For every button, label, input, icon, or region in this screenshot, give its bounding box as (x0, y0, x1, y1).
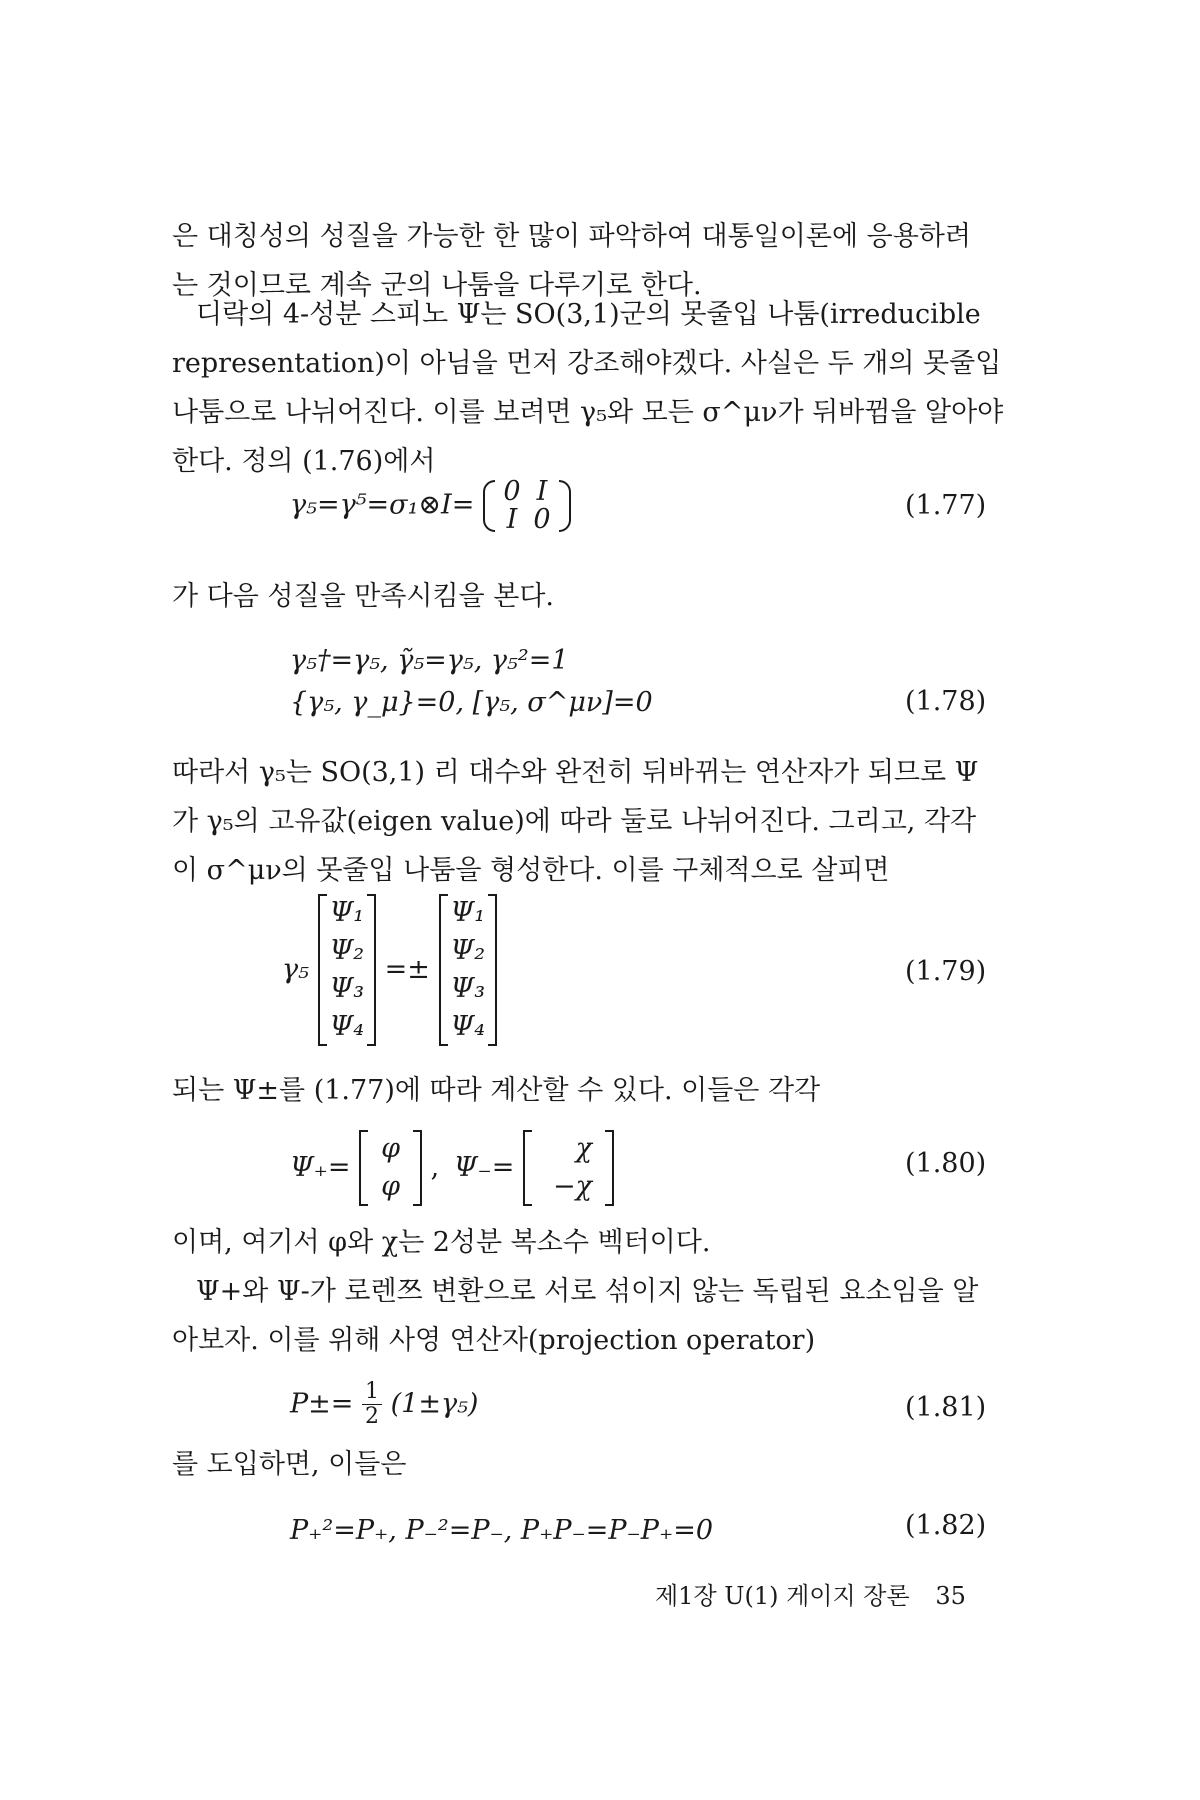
text-line: 디락의 4-성분 스피노 Ψ는 SO(3,1)군의 못줄입 나툼(irreducible (196, 299, 981, 330)
paragraph-2 (172, 290, 1007, 486)
column-vector (318, 894, 377, 1046)
fraction (362, 1380, 382, 1429)
vector-entry: Ψ₂ (450, 935, 486, 966)
text-line: 를 도입하면, 이들은 (172, 1449, 407, 1480)
equation-lhs: Ψ₊= (290, 1152, 351, 1183)
equation-lhs: P±= (290, 1388, 354, 1420)
page-number: 35 (935, 1582, 966, 1610)
equation-line: P₊²=P₊, P₋²=P₋, P₊P₋=P₋P₊=0 (290, 1515, 713, 1546)
equals-plus-minus: =± (384, 954, 430, 985)
equation-1-82 (290, 1512, 713, 1550)
running-footer (655, 1576, 966, 1611)
vector-entry: Ψ₄ (450, 1011, 486, 1042)
text-line: 가 다음 성질을 만족시킴을 본다. (172, 581, 554, 612)
paragraph-7 (172, 1440, 1007, 1489)
matrix-row (497, 506, 557, 534)
equation-1-78 (290, 640, 653, 724)
chapter-title: 제1장 U(1) 게이지 장론 (655, 1582, 910, 1610)
text-line: 는 것이므로 계속 군의 나툼을 다루기로 한다. (172, 270, 702, 301)
equation-number: (1.79) (905, 956, 987, 987)
text-line: 되는 Ψ±를 (1.77)에 따라 계산할 수 있다. 이들은 각각 (172, 1075, 821, 1106)
equation-1-81 (290, 1380, 478, 1429)
equation-number: (1.78) (905, 686, 987, 717)
equation-line: {γ₅, γ_μ}=0, [γ₅, σ^μν]=0 (290, 687, 653, 718)
paragraph-4 (172, 748, 1007, 895)
matrix-cell: 0 (533, 504, 551, 535)
matrix-cell: 0 (503, 476, 521, 507)
vector-entry: φ (381, 1133, 401, 1164)
vector-entry: Ψ₁ (329, 897, 365, 928)
matrix-cell: I (506, 504, 518, 535)
vector-entry: Ψ₁ (450, 897, 486, 928)
column-vector (439, 894, 498, 1046)
text-line: 한다. 정의 (1.76)에서 (172, 446, 436, 477)
text-line: 나툼으로 나뉘어진다. 이를 보려면 γ₅와 모든 σ^μν가 뒤바뀜을 알아야 (172, 397, 1004, 428)
vector-entry: φ (381, 1171, 401, 1202)
text-line: 이 σ^μν의 못줄입 나툼을 형성한다. 이를 구체적으로 살피면 (172, 855, 890, 886)
equation-number: (1.77) (905, 490, 987, 521)
column-vector (359, 1130, 422, 1206)
text-line: Ψ+와 Ψ-가 로렌쯔 변환으로 서로 섞이지 않는 독립된 요소임을 알 (196, 1276, 979, 1307)
equation-lhs: γ₅ (282, 954, 309, 985)
equation-number: (1.82) (905, 1510, 987, 1541)
equation-line: γ₅†=γ₅, γ̃₅=γ₅, γ₅²=1 (290, 645, 569, 676)
text-line: 가 γ₅의 고유값(eigen value)에 따라 둘로 나뉘어진다. 그리고, 각각 (172, 806, 977, 837)
paragraph-6 (172, 1218, 1007, 1365)
text-line: 이며, 여기서 φ와 χ는 2성분 복소수 벡터이다. (172, 1227, 711, 1258)
text-line: 은 대칭성의 성질을 가능한 한 많이 파악하여 대통일이론에 응용하려 (172, 221, 971, 252)
equation-number: (1.81) (905, 1392, 987, 1423)
text-line: 아보자. 이를 위해 사영 연산자(projection operator) (172, 1325, 816, 1356)
vector-entry: Ψ₃ (450, 973, 486, 1004)
equation-number: (1.80) (905, 1148, 987, 1179)
equation-rhs: (1±γ₅) (390, 1388, 479, 1420)
column-vector (523, 1130, 614, 1206)
text-line: representation)이 아님을 먼저 강조해야겠다. 사실은 두 개의 못줄입 (172, 348, 1002, 379)
vector-entry: Ψ₂ (329, 935, 365, 966)
separator: , (430, 1152, 440, 1183)
matrix (483, 478, 571, 534)
equation-1-79 (282, 894, 497, 1046)
vector-entry: Ψ₃ (329, 973, 365, 1004)
vector-entry: Ψ₄ (329, 1011, 365, 1042)
equation-1-80 (290, 1130, 614, 1206)
paragraph-5 (172, 1066, 1007, 1115)
vector-entry: −χ (553, 1171, 592, 1202)
equation-lhs: Ψ₋= (453, 1152, 515, 1183)
text-line: 따라서 γ₅는 SO(3,1) 리 대수와 완전히 뒤바뀌는 연산자가 되므로 Ψ (172, 757, 979, 788)
paragraph-3 (172, 572, 1007, 621)
equation-1-77 (290, 478, 571, 534)
fraction-denominator: 2 (365, 1404, 380, 1429)
equation-lhs: γ₅=γ⁵=σ₁⊗I= (290, 489, 475, 521)
vector-entry: χ (575, 1133, 592, 1164)
fraction-numerator: 1 (362, 1380, 382, 1405)
matrix-cell: I (536, 476, 548, 507)
matrix-row (497, 478, 557, 506)
